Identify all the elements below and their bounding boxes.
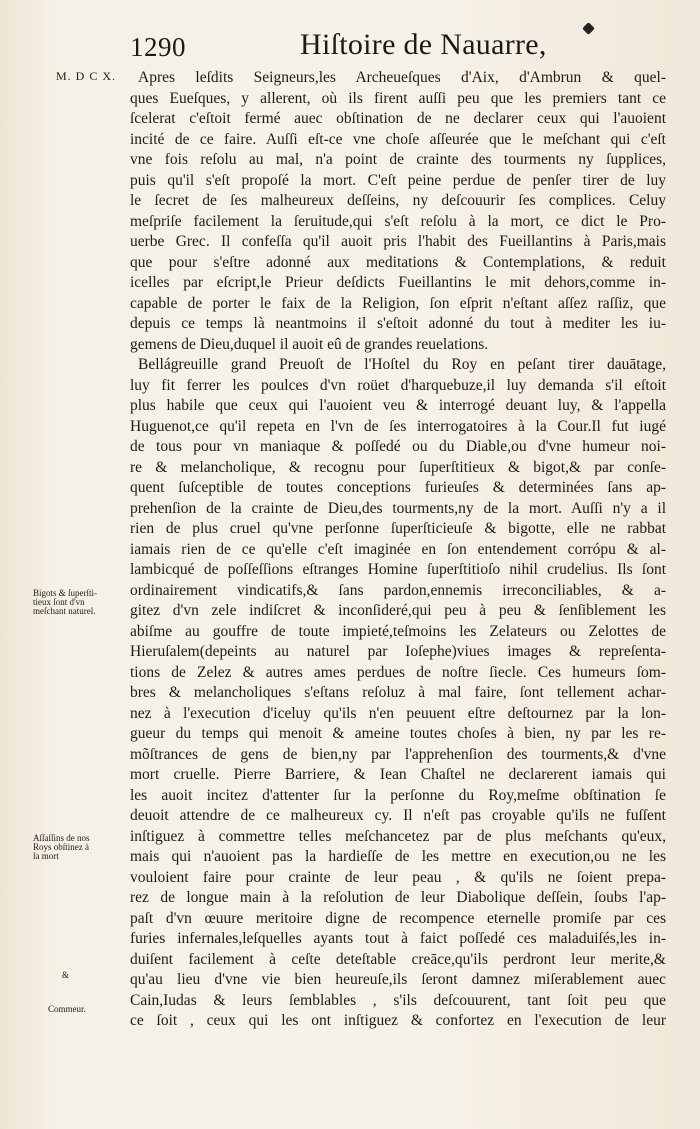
text-line: nez à l'execution d'iceluy qu'ils n'en peuuent eſtre deſtournez par la lon- bbox=[130, 704, 666, 722]
text-line: vouloient faire pour crainte de leur peau , & qu'ils ne ſoient prepa- bbox=[130, 868, 666, 886]
text-line: inſtiguez à commettre telles meſchancetez par de plus meſchants qu'eux, bbox=[130, 827, 666, 845]
text-line: capable de porter le faix de la Religion, ſon eſprit n'eſtant aſſez raſſiz, que bbox=[130, 294, 666, 312]
text-line: gemens de Dieu,duquel il auoit eû de grandes reuelations. bbox=[130, 335, 489, 353]
text-line: qu'au lieu d'vne vie bien heureuſe,ils ſeront damnez miſerablement auec bbox=[130, 971, 666, 988]
text-line: re & melancholique, & recognu pour ſuperſtitieux & bigot,& par conſe- bbox=[130, 458, 666, 476]
text-line: puis qu'il s'eſt propoſé la mort. C'eſt peine perdue de penſer tirer de luy bbox=[130, 171, 666, 189]
text-line: gitez d'vn zele indiſcret & inconſideré,qui peu à peu & ſenſiblement les bbox=[130, 602, 666, 619]
text-line: tions de Zelez & autres ames perdues de noſtre ſiecle. Ces humeurs ſom- bbox=[130, 663, 666, 681]
margin-note-ampersand bbox=[62, 971, 154, 980]
text-line: furies infernales,leſquelles ayants tout à faict poſſedé ces maladuiſés,les in- bbox=[130, 930, 666, 947]
text-line: prehenſion de la crainte de Dieu,des tourments,ny de la mort. Auſſi n'y a il bbox=[130, 499, 666, 517]
text-line: lambicqué de poſſeſſions eſtranges Homine ſuperſtitioſo nihil crudelius. Ils ſont bbox=[130, 561, 666, 578]
text-line: bres & melancholiques s'eſtans reſoluz à mal faire, ſont tellement achar- bbox=[130, 684, 666, 701]
margin-note-assassins bbox=[33, 834, 125, 861]
margin-note-line: Aſſaſſins de nos bbox=[33, 833, 90, 843]
text-line: luy fit ferrer les poulces d'vn roüet d'harquebuze,il luy demanda s'il eſtoit bbox=[130, 376, 666, 394]
text-line: de tous pour vn maniaque & poſſedé ou du Diable,ou d'vne humeur noi- bbox=[130, 438, 666, 455]
margin-note-line: Bigots & ſuperſti- bbox=[33, 588, 97, 598]
text-line: que pour s'eſtre adonné aux meditations & Contemplations, & reduit bbox=[130, 253, 666, 271]
text-line: paſt d'vn œuure meritoire digne de recompence eternelle promiſe par ces bbox=[130, 909, 666, 927]
text-line: depuis ce temps là neantmoins il s'eſtoit adonné du tout à mediter les iu- bbox=[130, 315, 666, 332]
text-line: rez de longue main à la reſolution de leur Diabolique deſſein, ſoubs l'ap- bbox=[130, 889, 666, 906]
text-line: gueur du temps qui menoit & ameine toutes choſes à bien, ny par les re- bbox=[130, 725, 666, 742]
body-text bbox=[130, 68, 666, 1032]
text-line: Cain,Iudas & leurs ſemblables , s'ils deſcouurent, tant ſoit peu que bbox=[130, 991, 666, 1009]
margin-note-line: tieux ſont d'vn bbox=[33, 597, 85, 607]
text-line: Apres leſdits Seigneurs,les Archeueſques d'Aix, d'Ambrun & quel- bbox=[138, 69, 666, 86]
text-line: uerbe Grec. Il confeſſa qu'il auoit pris l'habit des Fueillantins à Paris,mais bbox=[130, 233, 666, 250]
text-line: ques Eueſques, y allerent, où ils firent auſſi peu que les premiers tant ce bbox=[130, 89, 666, 107]
margin-note-bigots bbox=[33, 589, 125, 616]
margin-note-line: Roys obſtinez à bbox=[33, 842, 89, 852]
text-line: icelles par eſcript,le Prieur deſdicts Fueillantins le mit dehors,comme in- bbox=[130, 274, 666, 291]
text-line: le ſecret de ſes malheureux deſſeins, ny deſcouurir ſes complices. Celuy bbox=[130, 192, 666, 209]
text-line: vne fois reſolu au mal, n'a point de crainte des tourments ny ſupplices, bbox=[130, 151, 666, 168]
text-line: iamais rien de ce qu'elle c'eſt imaginée en ſon entendement corrópu & al- bbox=[130, 540, 666, 558]
ornament-mark bbox=[582, 22, 595, 35]
text-line: les auoit incitez d'attenter ſur la perſonne du Roy,meſme obſtination ſe bbox=[130, 786, 666, 804]
text-line: incité de ce faire. Auſſi eſt-ce vne choſe aſſeurée que le meſchant qui c'eſt bbox=[130, 130, 666, 148]
margin-note-line: la mort bbox=[33, 851, 59, 861]
text-line: abiſme au gouffre de toute impieté,teſmoins les Zelateurs ou Zelottes de bbox=[130, 622, 666, 640]
text-line: Hieruſalem(depeints au naturel par Ioſephe)viues images & repreſenta- bbox=[130, 643, 666, 660]
year-marginal: M. D C X. bbox=[56, 69, 117, 83]
text-line: Huguenot,ce qu'il repeta en l'vn de ſes interrogatoires à la Cour.Il fut iugé bbox=[130, 417, 666, 435]
text-line: duiſent facilement à ceſte deteſtable creāce,qu'ils perdront leur merite,& bbox=[130, 950, 666, 968]
margin-note-line: & bbox=[62, 970, 70, 980]
text-line: mais qui n'auoient pas la hardieſſe de les mettre en execution,ou ne les bbox=[130, 848, 666, 865]
margin-note-comment bbox=[48, 1005, 140, 1014]
text-line: ce ſoit , ceux qui les ont inſtiguez & confortez en l'execution de leur bbox=[130, 1012, 666, 1029]
text-line: plus habile que ceux qui l'auoient veu & interrogé deuant luy, & l'appella bbox=[130, 397, 666, 414]
text-line: mort cruelle. Pierre Barriere, & Iean Chaſtel ne declarerent iamais qui bbox=[130, 766, 666, 783]
text-line: meſpriſe facilement la ſeruitude,qui s'eſt reſolu à la mort, ce dict le Pro- bbox=[130, 212, 666, 230]
text-line: deuoit attendre de ce malheureux cy. Il n'eſt pas croyable qu'ils ne fuſſent bbox=[130, 807, 666, 824]
running-title: Hiſtoire de Nauarre, bbox=[300, 28, 547, 61]
margin-note-line: Commeur. bbox=[48, 1004, 86, 1014]
text-line: rien de plus cruel qu'vne perſonne ſuperſticieuſe & bigotte, elle ne rabbat bbox=[130, 520, 666, 537]
text-line: mõſtrances de gens de bien,ny par l'apprehenſion des tourments,& d'vne bbox=[130, 745, 666, 763]
margin-note-line: meſchant naturel. bbox=[33, 606, 96, 616]
text-line: Bellágreuille grand Preuoſt de l'Hoſtel du Roy en peſant tirer dauātage, bbox=[138, 356, 666, 373]
text-line: ordinairement vindicatifs,& ſans pardon,ennemis irreconciliables, & a- bbox=[130, 581, 666, 599]
page-number: 1290 bbox=[130, 32, 186, 62]
text-line: ſcelerat c'eſtoit fermé auec obſtination de ne declarer ceux qui l'auoient bbox=[130, 110, 666, 127]
text-line: quent ſuſceptible de toutes conceptions furieuſes & determinées ſans ap- bbox=[130, 479, 666, 496]
